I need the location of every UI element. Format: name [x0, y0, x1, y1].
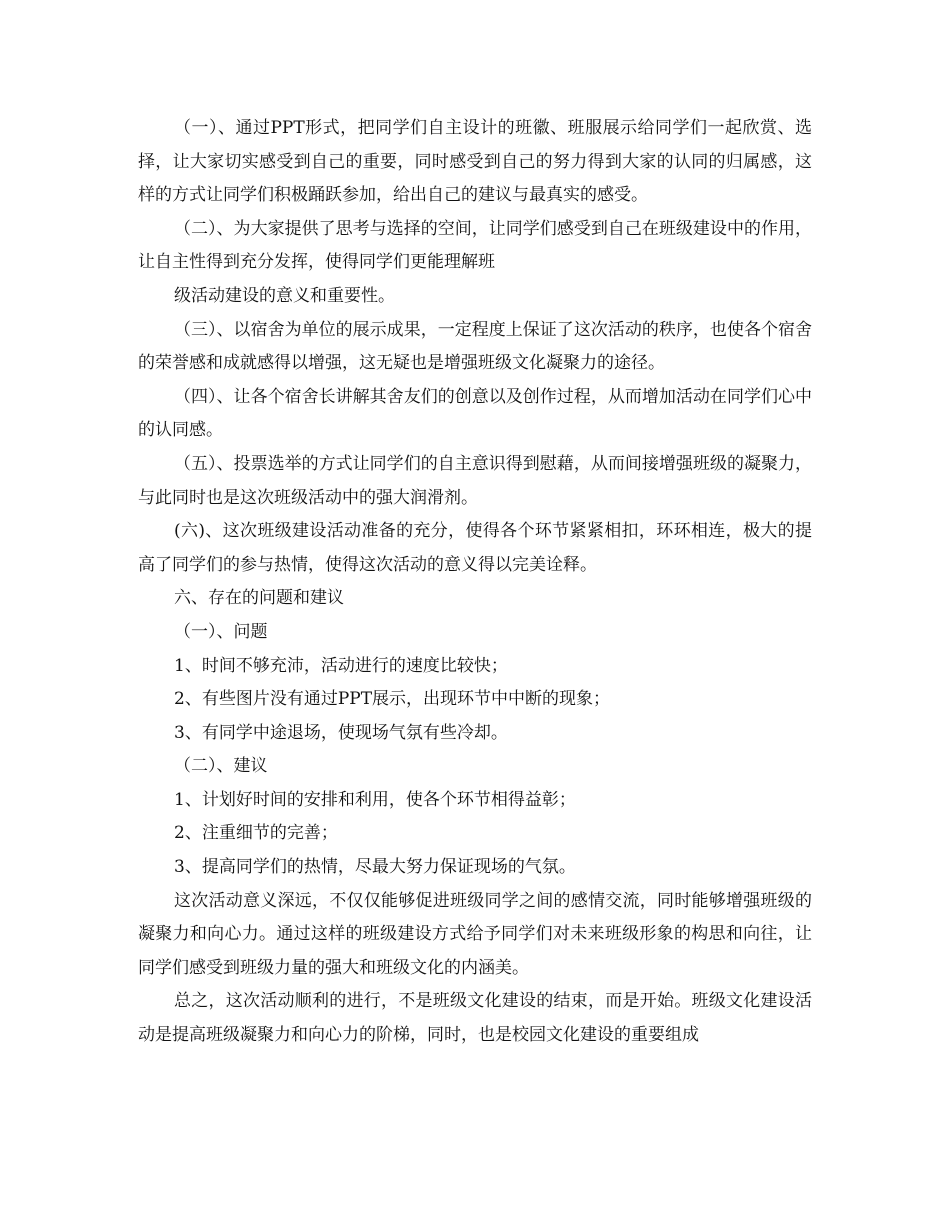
subheading-suggestions: （二）、建议: [174, 756, 268, 777]
list-item-suggestion-3: 3、提高同学们的热情，尽最大努力保证现场的气氛。: [174, 857, 576, 878]
list-item-problem-2: 2、有些图片没有通过PPT展示，出现环节中中断的现象；: [174, 689, 611, 710]
list-item-suggestion-2: 2、注重细节的完善；: [174, 823, 338, 844]
list-item-suggestion-1: 1、计划好时间的安排和利用，使各个环节相得益彰；: [174, 789, 576, 810]
list-item-problem-3: 3、有同学中途退场，使现场气氛有些冷却。: [174, 722, 508, 743]
paragraph-point-5: （五）、投票选举的方式让同学们的自主意识得到慰藉，从而间接增强班级的凝聚力，与此同时也是这次班级活动中的强大润滑剂。: [138, 453, 812, 508]
paragraph-point-4: （四）、让各个宿舍长讲解其舍友们的创意以及创作过程，从而增加活动在同学们心中的认同感。: [138, 386, 812, 441]
paragraph-point-6: (六)、这次班级建设活动准备的充分，使得各个环节紧紧相扣，环环相连，极大的提高了同学们的参与热情，使得这次活动的意义得以完美诠释。: [138, 521, 812, 575]
list-item-problem-1: 1、时间不够充沛，活动进行的速度比较快；: [174, 655, 508, 676]
document-page: [138, 112, 812, 1053]
paragraph-point-2: （二）、为大家提供了思考与选择的空间，让同学们感受到自己在班级建设中的作用，让自主性得到充分发挥，使得同学们更能理解班: [138, 218, 812, 273]
section-heading-problems-suggestions: 六、存在的问题和建议: [174, 588, 344, 609]
paragraph-conclusion: 总之，这次活动顺利的进行，不是班级文化建设的结束，而是开始。班级文化建设活动是提高班级凝聚力和向心力的阶梯，同时，也是校园文化建设的重要组成: [138, 991, 812, 1046]
subheading-problems: （一）、问题: [174, 621, 268, 642]
paragraph-point-3: （三）、以宿舍为单位的展示成果，一定程度上保证了这次活动的秩序，也使各个宿舍的荣誉感和成就感得以增强，这无疑也是增强班级文化凝聚力的途径。: [138, 319, 812, 374]
paragraph-significance: 这次活动意义深远，不仅仅能够促进班级同学之间的感情交流，同时能够增强班级的凝聚力和向心力。通过这样的班级建设方式给予同学们对未来班级形象的构思和向往，让同学们感受到班级力量的强大和班级文化的内涵美。: [138, 890, 812, 978]
paragraph-point-1: （一）、通过PPT形式，把同学们自主设计的班徽、班服展示给同学们一起欣赏、选择，让大家切实感受到自己的重要，同时感受到自己的努力得到大家的认同的归属感，这样的方式让同学们积极踊跃参加，给出自己的建议与最真实的感受。: [138, 118, 812, 206]
paragraph-point-2-continuation: 级活动建设的意义和重要性。: [174, 285, 395, 306]
